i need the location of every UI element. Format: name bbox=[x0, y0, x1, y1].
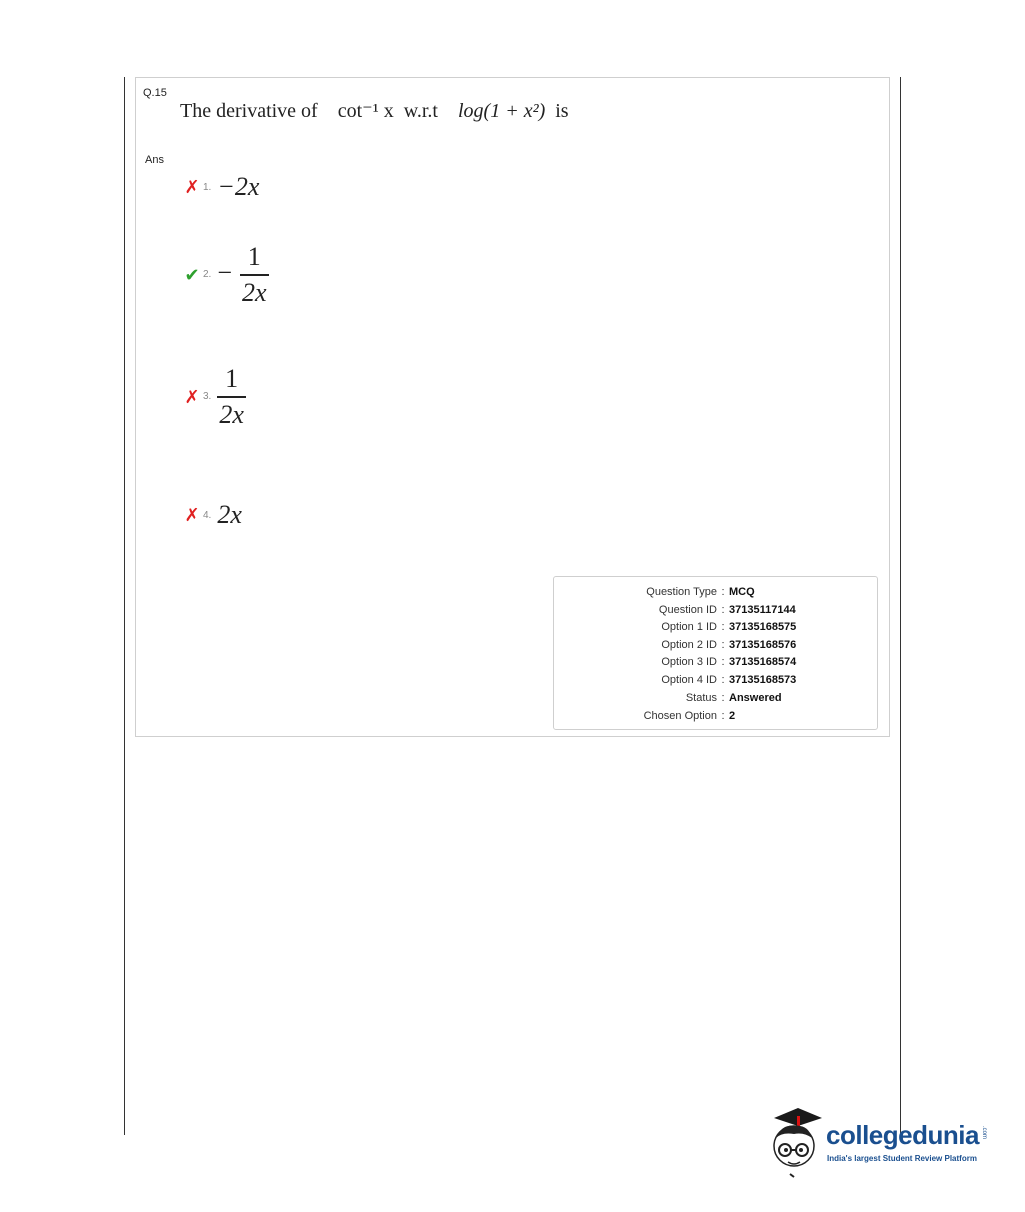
right-margin-line bbox=[900, 77, 901, 1135]
logo-wordmark: collegedunia bbox=[826, 1120, 979, 1150]
option-number: 2. bbox=[203, 269, 212, 281]
logo-tagline: India's largest Student Review Platform bbox=[827, 1154, 977, 1163]
meta-row-option-4-id: Option 4 ID : 37135168573 bbox=[661, 674, 797, 686]
question-text bbox=[180, 98, 569, 123]
answer-label: Ans bbox=[145, 154, 164, 166]
meta-row-option-2-id: Option 2 ID : 37135168576 bbox=[661, 639, 797, 651]
option-4[interactable] bbox=[183, 500, 242, 530]
question-meta-box bbox=[553, 576, 878, 730]
option-1[interactable] bbox=[183, 172, 259, 202]
question-suffix: is bbox=[555, 100, 569, 122]
option-number: 3. bbox=[203, 391, 212, 403]
fraction: $\frac{1}{2x}$ bbox=[219, 364, 244, 429]
meta-row-option-1-id: Option 1 ID : 37135168575 bbox=[661, 621, 797, 633]
option-expression: −2x bbox=[217, 172, 260, 201]
mascot-icon bbox=[768, 1102, 824, 1180]
question-number: Q.15 bbox=[143, 87, 167, 99]
meta-row-option-3-id: Option 3 ID : 37135168574 bbox=[661, 656, 797, 668]
option-number: 4. bbox=[203, 509, 212, 521]
question-wrt: w.r.t bbox=[403, 100, 438, 122]
option-number: 1. bbox=[203, 181, 212, 193]
cross-icon: ✗ bbox=[184, 505, 200, 525]
question-function: cot⁻¹ x bbox=[337, 100, 394, 122]
option-3[interactable] bbox=[183, 366, 246, 428]
collegedunia-logo bbox=[768, 1102, 998, 1182]
meta-row-question-type: Question Type : MCQ bbox=[646, 586, 755, 598]
question-prefix: The derivative of bbox=[180, 100, 318, 122]
option-expression bbox=[217, 366, 246, 428]
option-expression bbox=[217, 244, 268, 306]
check-icon: ✔ bbox=[184, 264, 200, 285]
logo-suffix: .com bbox=[981, 1126, 987, 1140]
minus-sign: − bbox=[217, 257, 233, 287]
option-2[interactable] bbox=[183, 244, 269, 306]
option-expression: 2x bbox=[217, 500, 242, 529]
cross-icon: ✗ bbox=[184, 386, 200, 407]
meta-row-status: Status : Answered bbox=[685, 692, 782, 704]
question-arg: log(1 + x²) bbox=[457, 100, 546, 122]
meta-row-chosen-option: Chosen Option : 2 bbox=[643, 710, 736, 722]
cross-icon: ✗ bbox=[184, 177, 200, 197]
meta-row-question-id: Question ID : 37135117144 bbox=[658, 604, 796, 616]
fraction: $\frac{1}{2x}$ bbox=[242, 242, 267, 307]
left-margin-line bbox=[124, 77, 125, 1135]
